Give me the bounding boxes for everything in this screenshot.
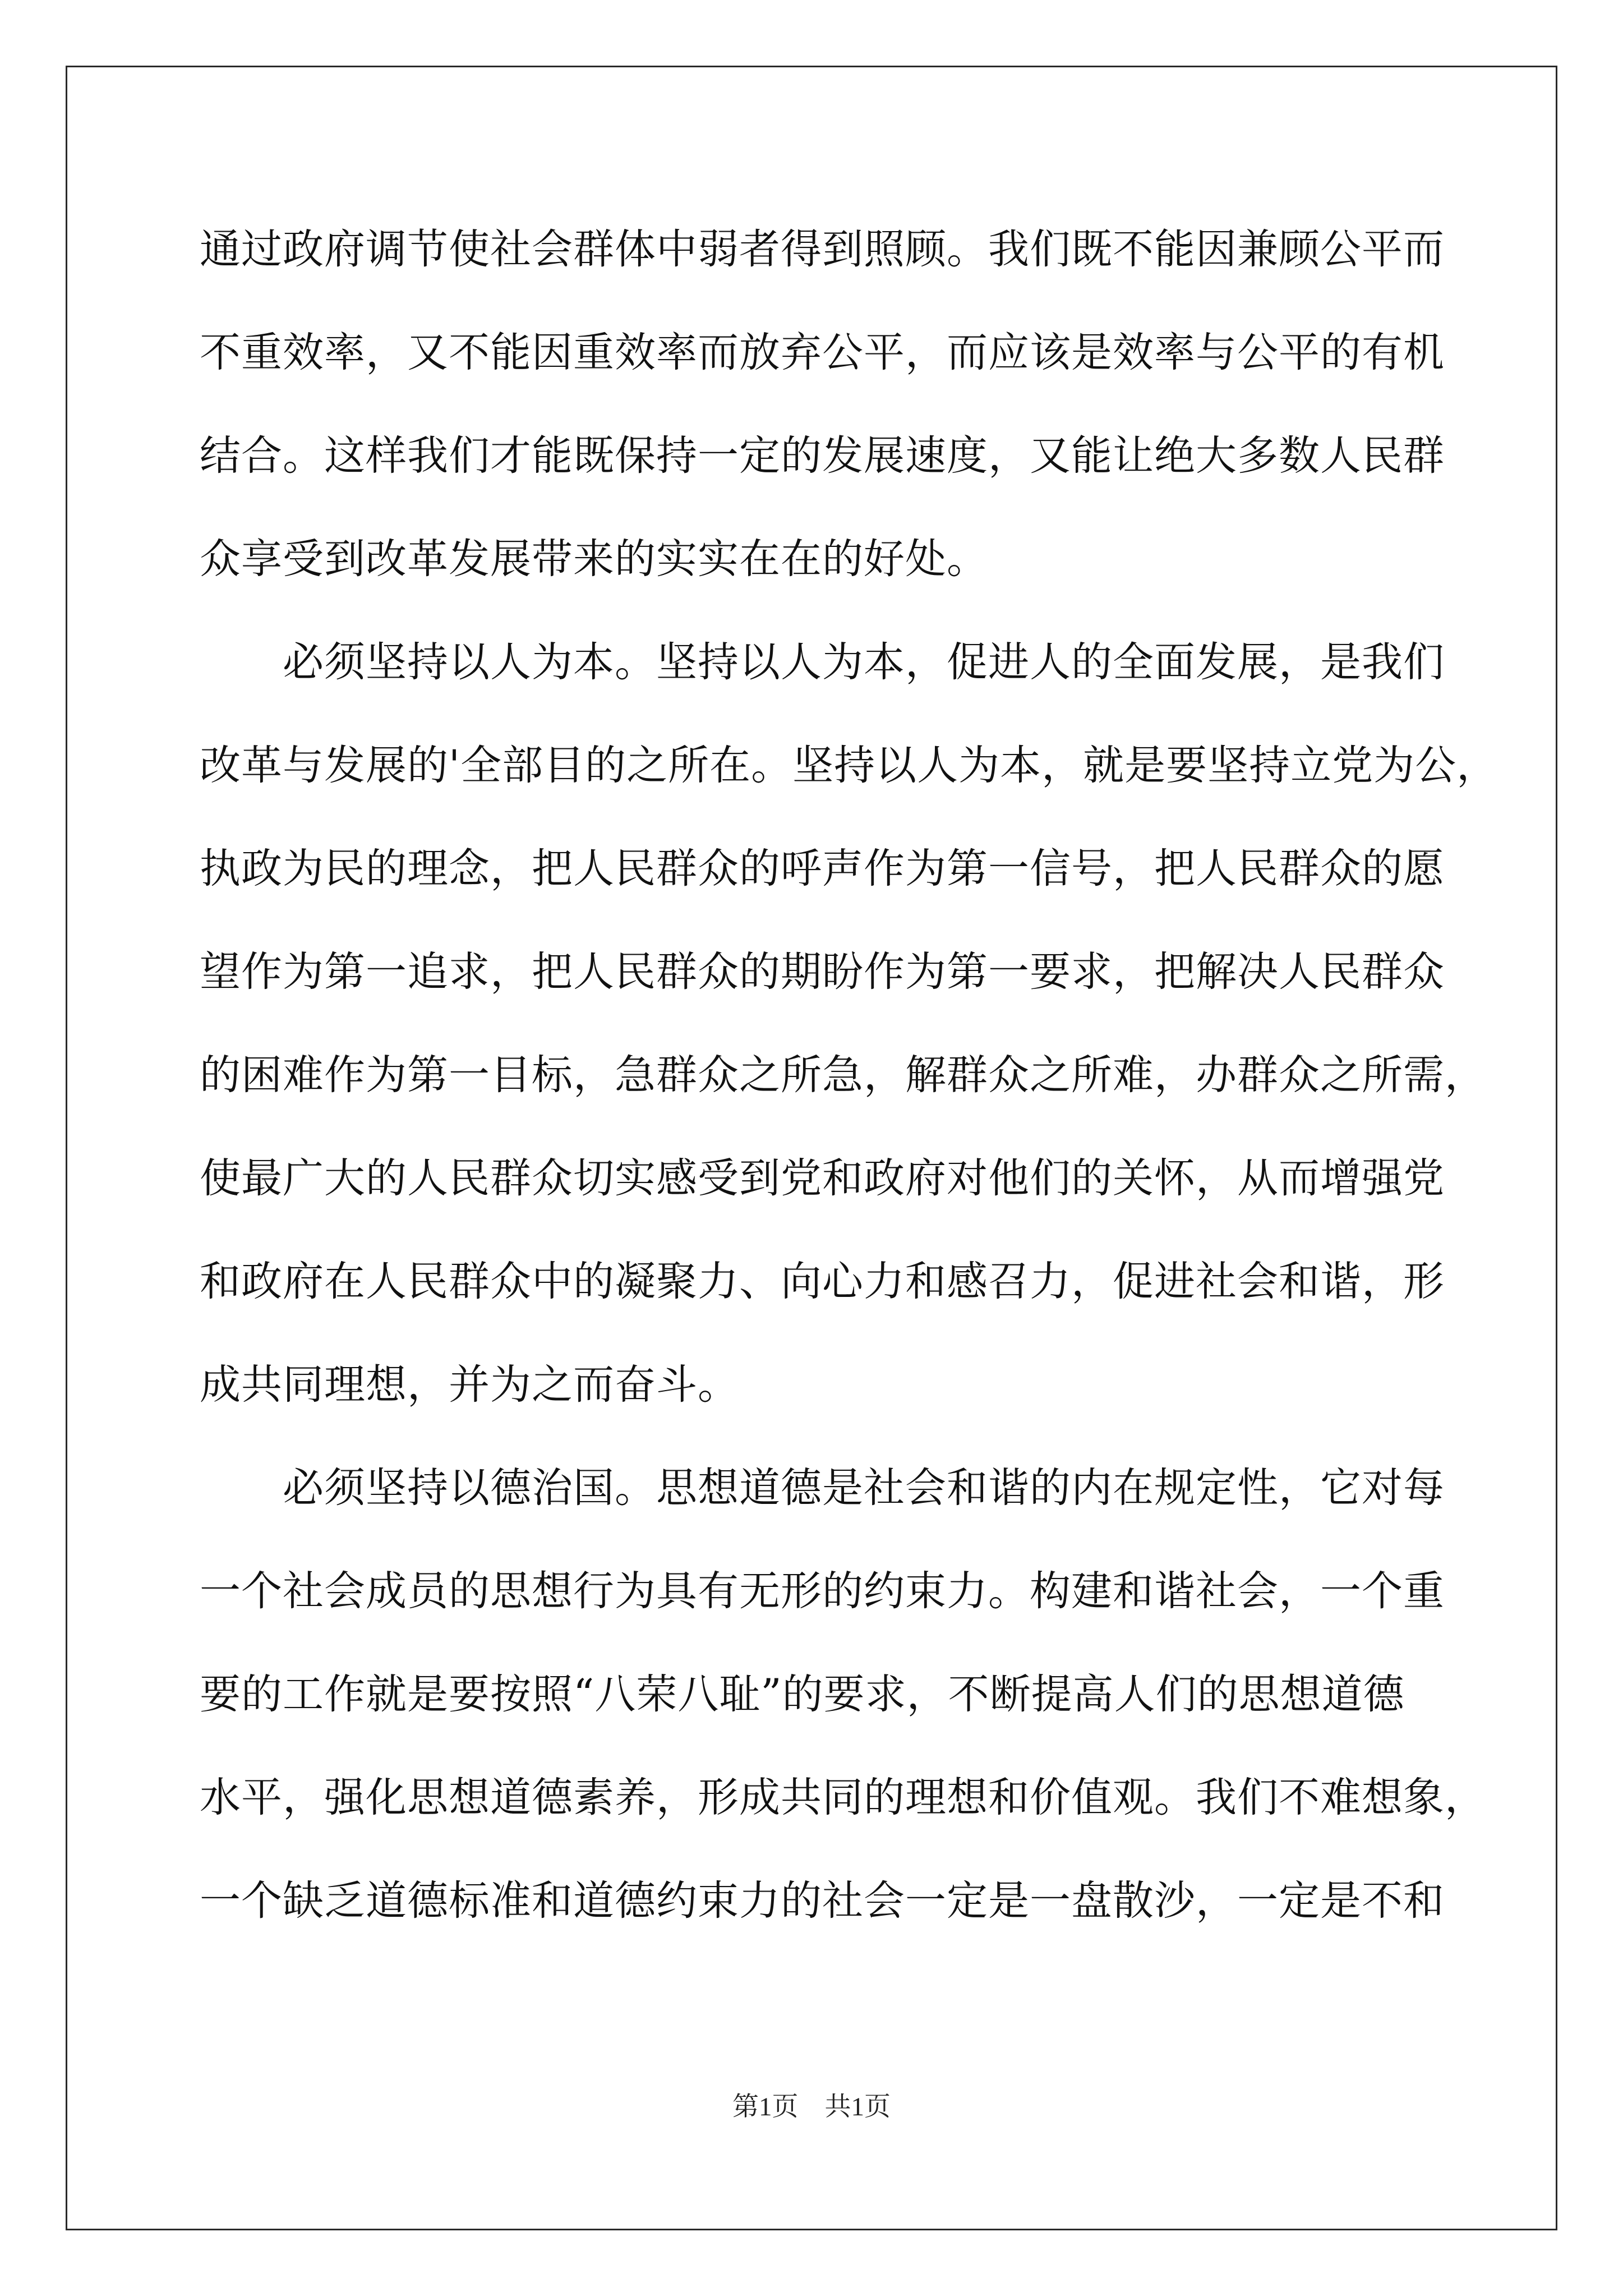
text-line: 要的工作就是要按照“八荣八耻”的要求，不断提高人们的思想道德 xyxy=(200,1671,1405,1718)
text-line: 和政府在人民群众中的凝聚力、向心力和感召力，促进社会和谐，形 xyxy=(200,1258,1445,1305)
text-line: 一个缺乏道德标准和道德约束力的社会一定是一盘散沙，一定是不和 xyxy=(200,1877,1445,1925)
text-line: 望作为第一追求，把人民群众的期盼作为第一要求，把解决人民群众 xyxy=(200,948,1445,996)
text-line: 水平，强化思想道德素养，形成共同的理想和价值观。我们不难想象， xyxy=(200,1774,1486,1821)
text-line: 必须坚持以人为本。坚持以人为本，促进人的全面发展，是我们 xyxy=(200,638,1445,686)
text-line: 结合。这样我们才能既保持一定的发展速度，又能让绝大多数人民群 xyxy=(200,432,1445,480)
text-line: 一个社会成员的思想行为具有无形的约束力。构建和谐社会，一个重 xyxy=(200,1567,1445,1615)
text-line: 成共同理想，并为之而奋斗。 xyxy=(200,1361,739,1409)
page-number-footer: 第1页 共1页 xyxy=(732,2092,891,2122)
text-line: 通过政府调节使社会群体中弱者得到照顾。我们既不能因兼顾公平而 xyxy=(200,226,1445,273)
text-line: 使最广大的人民群众切实感受到党和政府对他们的关怀，从而增强党 xyxy=(200,1154,1445,1202)
text-line: 执政为民的理念，把人民群众的呼声作为第一信号，把人民群众的愿 xyxy=(200,845,1445,892)
text-line: 必须坚持以德治国。思想道德是社会和谐的内在规定性，它对每 xyxy=(200,1464,1445,1512)
text-line: 不重效率，又不能因重效率而放弃公平，而应该是效率与公平的有机 xyxy=(200,329,1445,376)
text-line: 众享受到改革发展带来的实实在在的好处。 xyxy=(200,535,988,583)
text-line: 改革与发展的'全部目的之所在。坚持以人为本，就是要坚持立党为公， xyxy=(200,742,1498,789)
text-line: 的困难作为第一目标，急群众之所急，解群众之所难，办群众之所需， xyxy=(200,1051,1486,1099)
